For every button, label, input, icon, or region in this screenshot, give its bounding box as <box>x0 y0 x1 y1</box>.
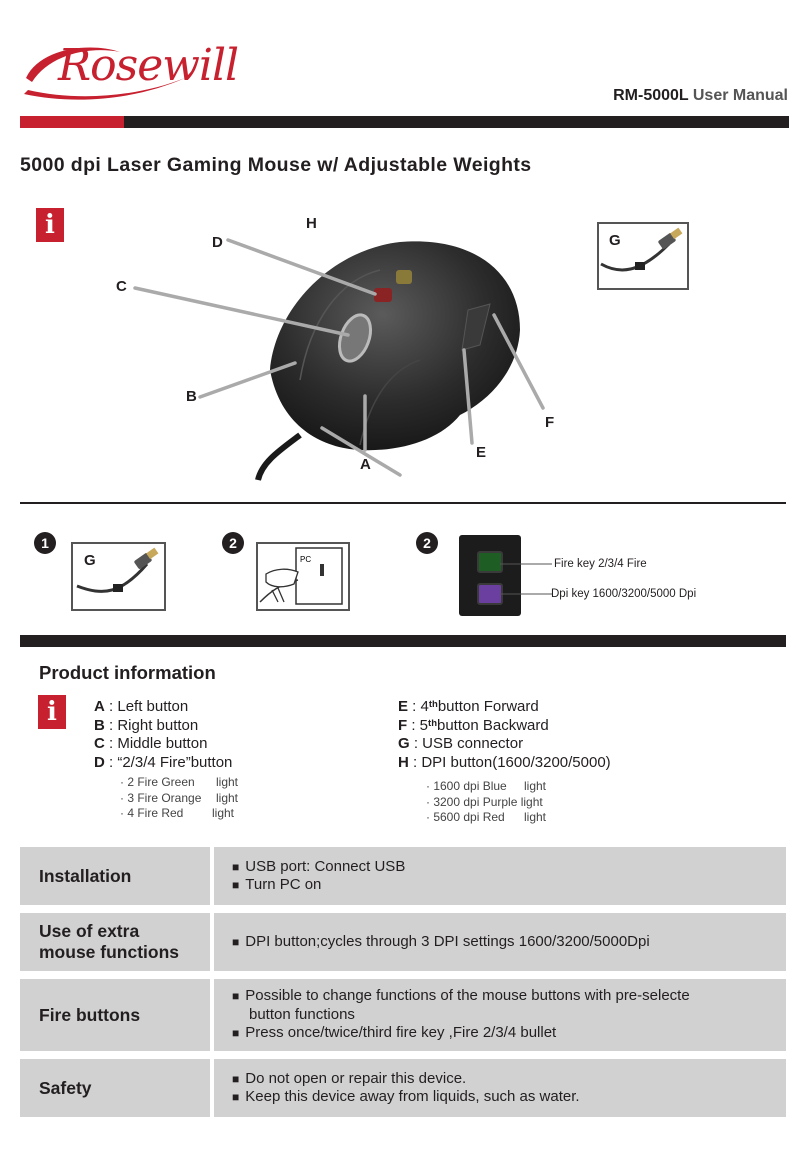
step-2-badge: 2 <box>222 532 244 554</box>
list-item: E : 4thbutton Forward <box>398 698 539 715</box>
table-content: ■ Possible to change functions of the mouse buttons with pre-selecte button functions ■ Press once/twice/third fire key ,Fire 2/3/4 bullet <box>214 979 786 1051</box>
step-1-image: G <box>71 542 166 611</box>
callout-c: C <box>116 278 127 295</box>
usb-connector-inset: G <box>597 222 689 290</box>
model-title: RM-5000L User Manual <box>613 87 788 104</box>
section-bar <box>20 635 786 647</box>
list-item: G : USB connector <box>398 735 524 752</box>
fire-button <box>374 288 392 302</box>
list-item: F : 5thbutton Backward <box>398 716 549 734</box>
rosewill-logo: Rosewill <box>20 38 190 108</box>
fire-light-list: · 2 Fire Green light · 3 Fire Orange light · 4 Fire Red light <box>120 775 239 820</box>
table-label: Installation <box>20 847 210 905</box>
table-label: Fire buttons <box>20 979 210 1051</box>
step-3-badge: 2 <box>416 532 438 554</box>
header-bar-black <box>124 116 789 128</box>
mouse-body <box>270 241 520 450</box>
list-item: B : Right button <box>94 716 199 734</box>
table-label: Use of extra mouse functions <box>20 913 210 971</box>
table-content: ■ USB port: Connect USB ■ Turn PC on <box>214 847 786 905</box>
callout-e: E <box>476 444 487 461</box>
dpi-key-label: Dpi key 1600/3200/5000 Dpi <box>551 588 697 600</box>
list-item: A : Left button <box>94 698 189 715</box>
product-info-heading: Product information <box>39 662 216 683</box>
table-row-extra-functions <box>20 913 786 971</box>
section-divider <box>20 502 786 504</box>
table-row-installation <box>20 847 786 905</box>
header-bar-red <box>20 116 124 128</box>
button-list-left <box>94 698 232 772</box>
list-item: C : Middle button <box>94 735 208 752</box>
step-2-image <box>256 542 350 611</box>
table-content: ■ DPI button;cycles through 3 DPI settings 1600/3200/5000Dpi <box>214 913 786 971</box>
dpi-button <box>396 270 412 284</box>
list-item: H : DPI button(1600/3200/5000) <box>398 753 611 771</box>
page-title: 5000 dpi Laser Gaming Mouse w/ Adjustable Weights <box>20 154 532 176</box>
fire-key-label: Fire key 2/3/4 Fire <box>554 558 647 570</box>
table-row-fire-buttons <box>20 979 786 1051</box>
mouse-cable <box>258 435 300 480</box>
plug-into-pc-icon <box>258 544 348 609</box>
list-item: D : “2/3/4 Fire”button <box>94 753 233 771</box>
table-content: ■ Do not open or repair this device. ■ Keep this device away from liquids, such as water. <box>214 1059 786 1117</box>
callout-h: H <box>306 215 317 232</box>
callout-a: A <box>360 456 371 473</box>
usb-plug-icon <box>73 544 164 609</box>
usb-plug-icon <box>599 224 687 288</box>
callout-b: B <box>186 388 197 405</box>
callout-f: F <box>545 414 555 431</box>
table-label: Safety <box>20 1059 210 1117</box>
step-1-badge: 1 <box>34 532 56 554</box>
callout-d: D <box>212 234 223 251</box>
dpi-light-list: · 1600 dpi Blue light · 3200 dpi Purple light · 5600 dpi Red light <box>426 779 547 824</box>
info-icon: i <box>38 695 66 729</box>
info-icon: i <box>36 208 64 242</box>
svg-text:PC: PC <box>300 555 312 564</box>
button-list-right <box>398 698 611 772</box>
table-row-safety <box>20 1059 786 1117</box>
